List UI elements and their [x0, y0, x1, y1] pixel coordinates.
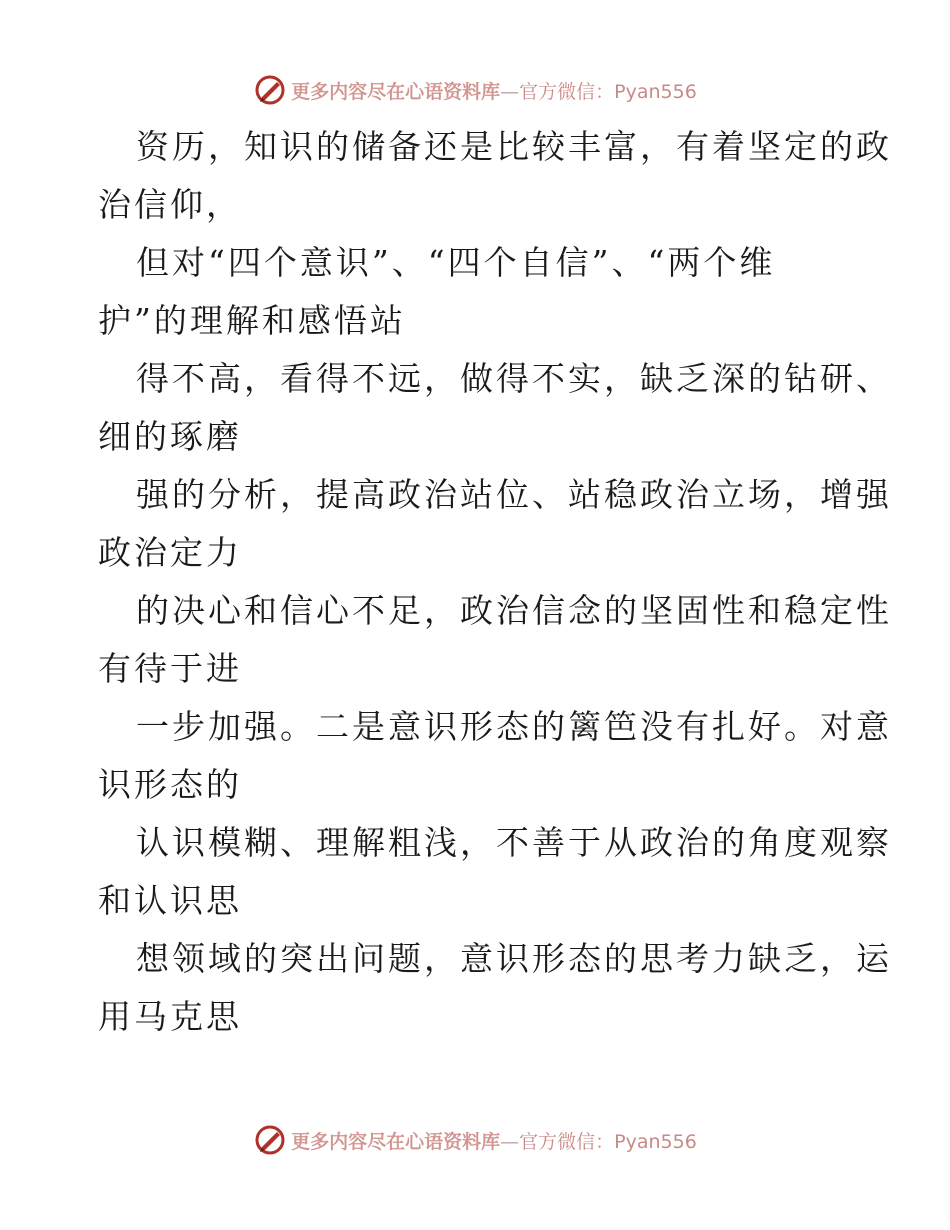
- body-line: 治信仰，: [98, 185, 242, 224]
- body-line: 细的琢磨: [98, 417, 242, 456]
- footer-watermark: [0, 1120, 950, 1160]
- body-line: 得不高，看得不远，做得不实，缺乏深的钻研、: [136, 359, 892, 398]
- body-line: 但对“四个意识”、“四个自信”、“两个维: [136, 243, 776, 282]
- document-body: [98, 118, 898, 1046]
- body-line: 强的分析，提高政治站位、站稳政治立场，增强: [136, 475, 892, 514]
- body-line: 识形态的: [98, 765, 242, 804]
- body-line: 资历，知识的储备还是比较丰富，有着坚定的政: [136, 127, 892, 166]
- body-line: 想领域的突出问题，意识形态的思考力缺乏，运: [136, 939, 892, 978]
- body-line: 政治定力: [98, 533, 242, 572]
- body-line: 的决心和信心不足，政治信念的坚固性和稳定性: [136, 591, 892, 630]
- body-line: 护”的理解和感悟站: [98, 301, 406, 340]
- body-line: 认识模糊、理解粗浅，不善于从政治的角度观察: [136, 823, 892, 862]
- footer-watermark-text: 更多内容尽在心语资料库—官方微信：Pyan556: [291, 1130, 697, 1153]
- header-watermark: [0, 70, 950, 110]
- pen-logo-icon: [253, 73, 287, 107]
- body-line: 用马克思: [98, 997, 242, 1036]
- pen-logo-icon: [253, 1123, 287, 1157]
- body-line: 和认识思: [98, 881, 242, 920]
- header-watermark-text: 更多内容尽在心语资料库—官方微信：Pyan556: [291, 80, 697, 103]
- body-line: 一步加强。二是意识形态的篱笆没有扎好。对意: [136, 707, 892, 746]
- body-line: 有待于进: [98, 649, 242, 688]
